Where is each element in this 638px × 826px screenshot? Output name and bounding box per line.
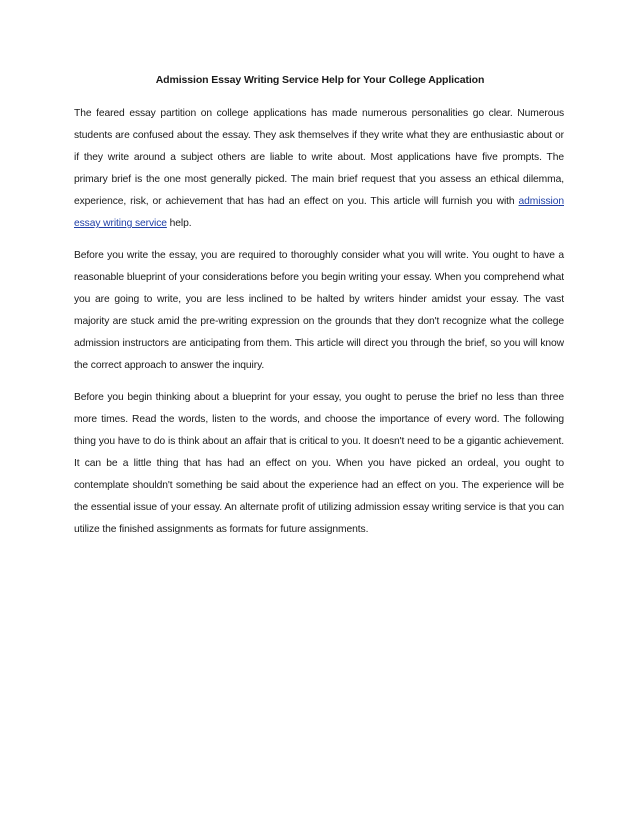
paragraph-1	[74, 103, 564, 235]
paragraph-1-text-after: help.	[166, 218, 192, 229]
paragraph-3: Before you begin thinking about a blueprint for your essay, you ought to peruse the brief no less than three more times. Read the words, listen to the words, and choose the importance of every word. The following thing you have to do is think about an affair that is critical to you. It doesn't need to be a gigantic achievement. It can be a little thing that has had an effect on you. When you have picked an ordeal, you ought to contemplate shouldn't something be said about the experience had an effect on you. The experience will be the essential issue of your essay. An alternate profit of utilizing admission essay writing service is that you can utilize the finished assignments as formats for future assignments.	[74, 392, 564, 535]
document-body	[74, 103, 564, 551]
admission-essay-link[interactable]: admission essay writing service	[74, 196, 564, 229]
paragraph-2: Before you write the essay, you are required to thoroughly consider what you will write. You ought to have a reasonable blueprint of your considerations before you begin writing your essay. When you comprehend what you are going to write, you are less inclined to be halted by writers hinder amidst your essay. The vast majority are stuck amid the pre-writing expression on the grounds that they don't recognize what the college admission instructors are anticipating from them. This article will direct you through the brief, so you will know the correct approach to answer the inquiry.	[74, 250, 564, 371]
document-title: Admission Essay Writing Service Help for Your College Application	[155, 74, 485, 86]
paragraph-1-text-before: The feared essay partition on college applications has made numerous personalities go clear. Numerous students are confused about the essay. They ask themselves if they write what they are enthusiastic about or if they write around a subject others are liable to write about. Most applications have five prompts. The primary brief is the one most generally picked. The main brief request that you assess an ethical dilemma, experience, risk, or achievement that has had an effect on you. This article will furnish you with	[74, 108, 564, 207]
